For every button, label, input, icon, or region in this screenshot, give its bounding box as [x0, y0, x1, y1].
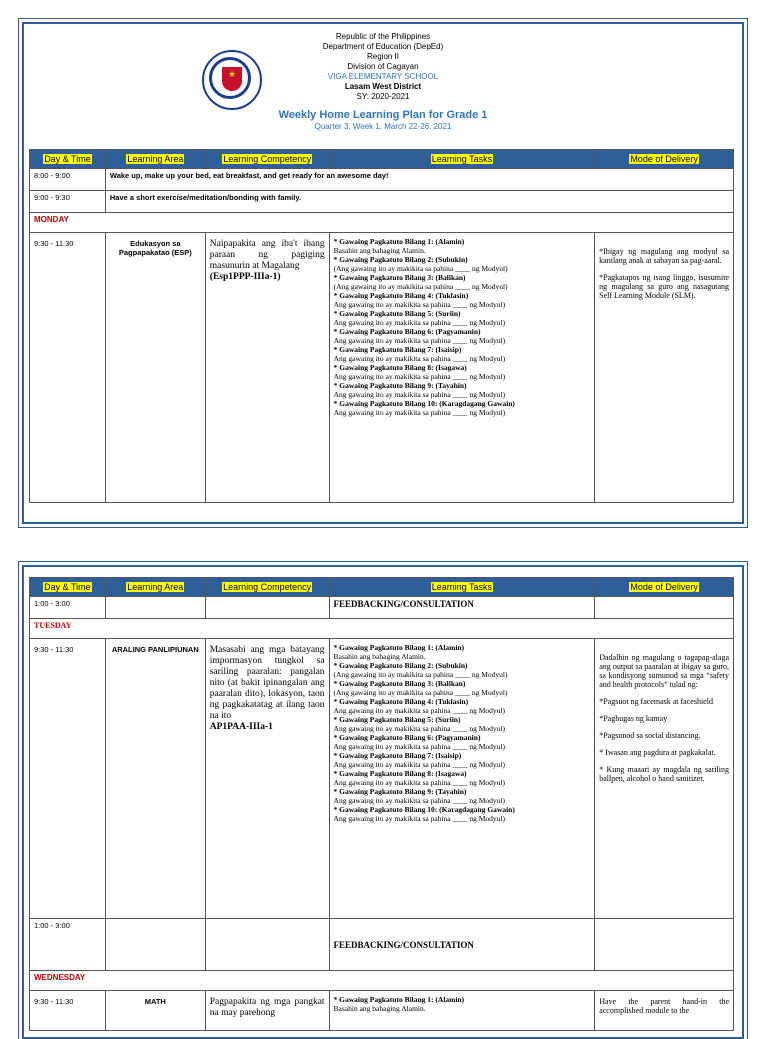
mode-item: * Kung maaari ay magdala ng sariling ballpen, alcohol o hand sanitizer.: [599, 765, 729, 783]
competency-text: Masasabi ang mga batayang impormasyon tungkol sa sariling paaralan: pangalan nito (at bakit ipinangalan ang paaralan dito), lokasyon, taon ng pagkakatatag at ilang taon na ito: [209, 645, 325, 721]
day-row: [30, 619, 734, 639]
plan-title: Weekly Home Learning Plan for Grade 1: [278, 109, 488, 121]
task-item: * Gawaing Pagkatuto Bilang 9: (Tayahin) Ang gawaing ito ay makikita sa pahina ____ ng Modyul): [333, 787, 505, 805]
col-learning-area: Learning Area: [105, 150, 205, 169]
mode-item: * Iwasan ang pagdura at pagkakalat.: [599, 748, 716, 757]
empty-cell: [205, 597, 329, 619]
document-page-1: [22, 22, 744, 524]
day-label-tuesday: TUESDAY: [30, 619, 734, 639]
time-cell: 9:30 - 11:30: [30, 639, 106, 919]
header-school: VIGA ELEMENTARY SCHOOL: [327, 72, 439, 81]
table-row: [30, 991, 734, 1031]
learning-area-cell: ARALING PANLIPIUNAN: [105, 639, 205, 919]
header-region: Region II: [366, 52, 400, 61]
header-republic: Republic of the Philippines: [335, 32, 431, 41]
empty-cell: [105, 597, 205, 619]
document-header: [24, 24, 742, 132]
mode-item: Dadalhin ng magulang o tagapag-alaga ang output sa paaralan at ibigay sa guro, sa kondisyong sumunod sa mga “safety and health protocols” tulad ng:: [599, 653, 729, 689]
task-item: * Gawaing Pagkatuto Bilang 2: (Subukin) (Ang gawaing ito ay makikita sa pahina ____ ng Modyul): [333, 255, 508, 273]
table-header-row: [30, 150, 734, 169]
empty-cell: [205, 919, 329, 971]
task-item: * Gawaing Pagkatuto Bilang 8: (Isagawa) Ang gawaing ito ay makikita sa pahina ____ ng Modyul): [333, 769, 505, 787]
tasks-cell: [329, 639, 595, 919]
table-row: [30, 169, 734, 191]
task-item: * Gawaing Pagkatuto Bilang 10: (Karagdagang Gawain) Ang gawaing ito ay makikita sa pahina ____ ng Modyul): [333, 399, 515, 417]
time-cell: 9:30 - 11:30: [30, 233, 106, 503]
header-sy: SY: 2020-2021: [356, 92, 410, 101]
task-item: * Gawaing Pagkatuto Bilang 5: (Suriin) Ang gawaing ito ay makikita sa pahina ____ ng Modyul): [333, 715, 505, 733]
col-day-time: Day & Time: [30, 150, 106, 169]
task-item: * Gawaing Pagkatuto Bilang 5: (Suriin) Ang gawaing ito ay makikita sa pahina ____ ng Modyul): [333, 309, 506, 327]
time-cell: 8:00 - 9:00: [30, 169, 106, 191]
plan-quarter: Quarter 3, Week 1, March 22-26, 2021: [314, 122, 452, 131]
task-item: * Gawaing Pagkatuto Bilang 1: (Alamin) Basahin ang bahaging Alamin.: [333, 643, 465, 661]
competency-cell: [205, 639, 329, 919]
mode-cell: [595, 233, 734, 503]
col-mode-delivery: Mode of Delivery: [595, 150, 734, 169]
time-cell: 9:30 - 11:30: [30, 991, 106, 1031]
empty-cell: [105, 919, 205, 971]
plan-table-2: [29, 577, 734, 1031]
time-cell: 1:00 - 3:00: [30, 597, 106, 619]
time-cell: 1:00 - 3:00: [30, 919, 106, 971]
task-item: * Gawaing Pagkatuto Bilang 9: (Tayahin) Ang gawaing ito ay makikita sa pahina ____ ng Modyul): [333, 381, 506, 399]
mode-item: *Pagsunod sa social distancing.: [599, 731, 701, 740]
competency-cell: [205, 233, 329, 503]
day-row: [30, 213, 734, 233]
task-item: * Gawaing Pagkatuto Bilang 1: (Alamin) Basahin ang bahaging Alamin.: [333, 995, 465, 1013]
competency-code: AP1PAA-IIIa-1: [209, 722, 273, 732]
document-page-2: [22, 565, 744, 1039]
mode-item: *Ibigay ng magulang ang modyul sa kanilang anak at sabayan sa pag-aaral.: [599, 247, 729, 265]
task-item: * Gawaing Pagkatuto Bilang 7: (Isaisip) Ang gawaing ito ay makikita sa pahina ____ ng Modyul): [333, 751, 505, 769]
mode-item: *Paghugas ng kamay: [599, 714, 668, 723]
table-row: [30, 919, 734, 971]
table-row: [30, 597, 734, 619]
learning-area-cell: MATH: [105, 991, 205, 1031]
task-item: * Gawaing Pagkatuto Bilang 3: (Balikan) (Ang gawaing ito ay makikita sa pahina ____ ng Modyul): [333, 273, 508, 291]
header-division: Division of Cagayan: [347, 62, 419, 71]
col-learning-competency: Learning Competency: [205, 150, 329, 169]
plan-table-1: [29, 149, 734, 503]
task-item: * Gawaing Pagkatuto Bilang 8: (Isagawa) Ang gawaing ito ay makikita sa pahina ____ ng Modyul): [333, 363, 506, 381]
mode-cell: [595, 639, 734, 919]
table-header-row: [30, 578, 734, 597]
mode-item: *Pagkatapos ng isang linggo, isusumite ng magulang sa guro ang nasagutang Self Learning Module (SLM).: [599, 273, 729, 300]
empty-cell: [595, 597, 734, 619]
learning-area-cell: Edukasyon sa Pagpapakatao (ESP): [105, 233, 205, 503]
col-day-time: Day & Time: [30, 578, 106, 597]
col-mode-delivery: Mode of Delivery: [595, 578, 734, 597]
task-item: * Gawaing Pagkatuto Bilang 1: (Alamin) Basahin ang bahaging Alamin.: [333, 237, 465, 255]
competency-code: (Esp1PPP-IIIa-1): [209, 272, 281, 282]
task-item: * Gawaing Pagkatuto Bilang 4: (Tuklasin) Ang gawaing ito ay makikita sa pahina ____ ng Modyul): [333, 697, 505, 715]
day-label-monday: MONDAY: [30, 213, 734, 233]
tasks-cell: [329, 233, 595, 503]
task-item: * Gawaing Pagkatuto Bilang 4: (Tuklasin) Ang gawaing ito ay makikita sa pahina ____ ng Modyul): [333, 291, 506, 309]
header-deped: Department of Education (DepEd): [322, 42, 444, 51]
feedback-cell: FEEDBACKING/CONSULTATION: [329, 919, 595, 971]
col-learning-tasks: Learning Tasks: [329, 578, 595, 597]
competency-cell: Pagpapakita ng mga pangkat na may parehong: [205, 991, 329, 1031]
competency-text: Naipapakita ang iba't ibang paraan ng pagiging masunurin at Magalang: [209, 239, 325, 271]
feedback-cell: FEEDBACKING/CONSULTATION: [329, 597, 595, 619]
table-row: [30, 639, 734, 919]
day-row: [30, 971, 734, 991]
task-item: * Gawaing Pagkatuto Bilang 10: (Karagdagang Gawain) Ang gawaing ito ay makikita sa pahina ____ ng Modyul): [333, 805, 515, 823]
task-item: * Gawaing Pagkatuto Bilang 7: (Isaisip) Ang gawaing ito ay makikita sa pahina ____ ng Modyul): [333, 345, 506, 363]
tasks-cell: [329, 991, 595, 1031]
empty-cell: [595, 919, 734, 971]
col-learning-area: Learning Area: [105, 578, 205, 597]
col-learning-tasks: Learning Tasks: [329, 150, 595, 169]
mode-item: *Pagsuot ng facemask at faceshield: [599, 697, 713, 706]
time-cell: 9:00 - 9:30: [30, 191, 106, 213]
header-district: Lasam West District: [344, 82, 422, 91]
task-item: * Gawaing Pagkatuto Bilang 6: (Pagyamanin) Ang gawaing ito ay makikita sa pahina ____ ng Modyul): [333, 733, 505, 751]
mode-cell: Have the parent hand-in the accomplished module to the: [595, 991, 734, 1031]
activity-cell: Wake up, make up your bed, eat breakfast, and get ready for an awesome day!: [105, 169, 733, 191]
table-row: [30, 233, 734, 503]
task-item: * Gawaing Pagkatuto Bilang 2: (Subukin) (Ang gawaing ito ay makikita sa pahina ____ ng Modyul): [333, 661, 508, 679]
day-label-wednesday: WEDNESDAY: [30, 971, 734, 991]
task-item: * Gawaing Pagkatuto Bilang 3: (Balikan) (Ang gawaing ito ay makikita sa pahina ____ ng Modyul): [333, 679, 508, 697]
deped-seal-icon: ★: [202, 50, 262, 110]
table-row: [30, 191, 734, 213]
task-item: * Gawaing Pagkatuto Bilang 6: (Pagyamanin) Ang gawaing ito ay makikita sa pahina ____ ng Modyul): [333, 327, 506, 345]
col-learning-competency: Learning Competency: [205, 578, 329, 597]
activity-cell: Have a short exercise/meditation/bonding with family.: [105, 191, 733, 213]
